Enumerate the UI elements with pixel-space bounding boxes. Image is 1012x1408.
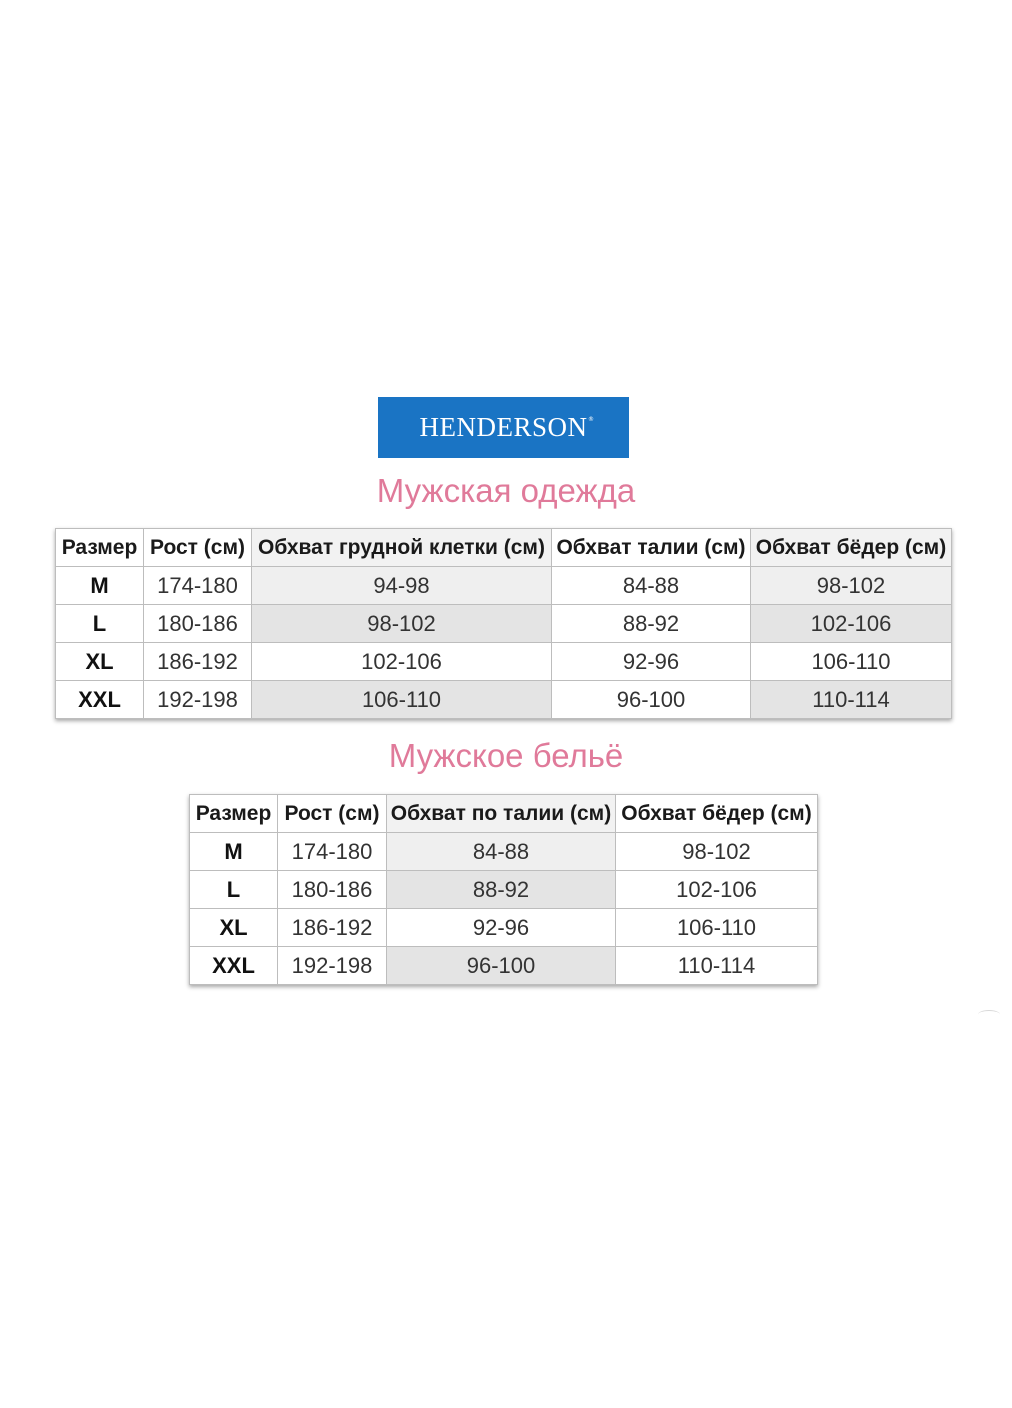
size-cell: M <box>56 567 144 605</box>
height-cell: 180-186 <box>144 605 252 643</box>
waist-cell: 96-100 <box>387 947 616 985</box>
hips-cell: 102-106 <box>751 605 952 643</box>
height-cell: 192-198 <box>144 681 252 719</box>
waist-cell: 92-96 <box>387 909 616 947</box>
table-row <box>190 947 818 985</box>
clothing-size-table <box>55 528 952 719</box>
table-row <box>190 833 818 871</box>
header-height: Рост (см) <box>278 795 387 833</box>
registered-mark: ® <box>588 416 595 423</box>
height-cell: 192-198 <box>278 947 387 985</box>
table-row <box>190 871 818 909</box>
size-cell: XL <box>56 643 144 681</box>
underwear-section-title: Мужское бельё <box>388 737 624 774</box>
header-chest: Обхват грудной клетки (см) <box>252 529 552 567</box>
header-size: Размер <box>190 795 278 833</box>
size-cell: L <box>56 605 144 643</box>
waist-cell: 84-88 <box>552 567 751 605</box>
size-cell: M <box>190 833 278 871</box>
hips-cell: 102-106 <box>616 871 818 909</box>
table-header-row <box>56 529 952 567</box>
chest-cell: 98-102 <box>252 605 552 643</box>
header-height: Рост (см) <box>144 529 252 567</box>
hips-cell: 110-114 <box>751 681 952 719</box>
hips-cell: 98-102 <box>751 567 952 605</box>
chest-cell: 106-110 <box>252 681 552 719</box>
size-cell: XL <box>190 909 278 947</box>
header-hips: Обхват бёдер (см) <box>751 529 952 567</box>
waist-cell: 92-96 <box>552 643 751 681</box>
underwear-size-table <box>189 794 818 985</box>
height-cell: 186-192 <box>278 909 387 947</box>
size-cell: XXL <box>56 681 144 719</box>
hips-cell: 106-110 <box>751 643 952 681</box>
chest-cell: 102-106 <box>252 643 552 681</box>
hips-cell: 110-114 <box>616 947 818 985</box>
size-cell: XXL <box>190 947 278 985</box>
table-header-row <box>190 795 818 833</box>
height-cell: 174-180 <box>144 567 252 605</box>
header-waist: Обхват по талии (см) <box>387 795 616 833</box>
hips-cell: 106-110 <box>616 909 818 947</box>
size-cell: L <box>190 871 278 909</box>
table-row <box>56 567 952 605</box>
table-row <box>190 909 818 947</box>
header-hips: Обхват бёдер (см) <box>616 795 818 833</box>
faint-arc-mark <box>978 1010 1000 1019</box>
table-row <box>56 605 952 643</box>
chest-cell: 94-98 <box>252 567 552 605</box>
table-row <box>56 643 952 681</box>
waist-cell: 96-100 <box>552 681 751 719</box>
height-cell: 186-192 <box>144 643 252 681</box>
height-cell: 180-186 <box>278 871 387 909</box>
waist-cell: 88-92 <box>552 605 751 643</box>
header-size: Размер <box>56 529 144 567</box>
height-cell: 174-180 <box>278 833 387 871</box>
hips-cell: 98-102 <box>616 833 818 871</box>
henderson-logo <box>378 397 629 458</box>
clothing-section-title: Мужская одежда <box>376 472 636 509</box>
table-row <box>56 681 952 719</box>
logo-text: HENDERSON ® <box>419 412 595 442</box>
waist-cell: 88-92 <box>387 871 616 909</box>
header-waist: Обхват талии (см) <box>552 529 751 567</box>
waist-cell: 84-88 <box>387 833 616 871</box>
